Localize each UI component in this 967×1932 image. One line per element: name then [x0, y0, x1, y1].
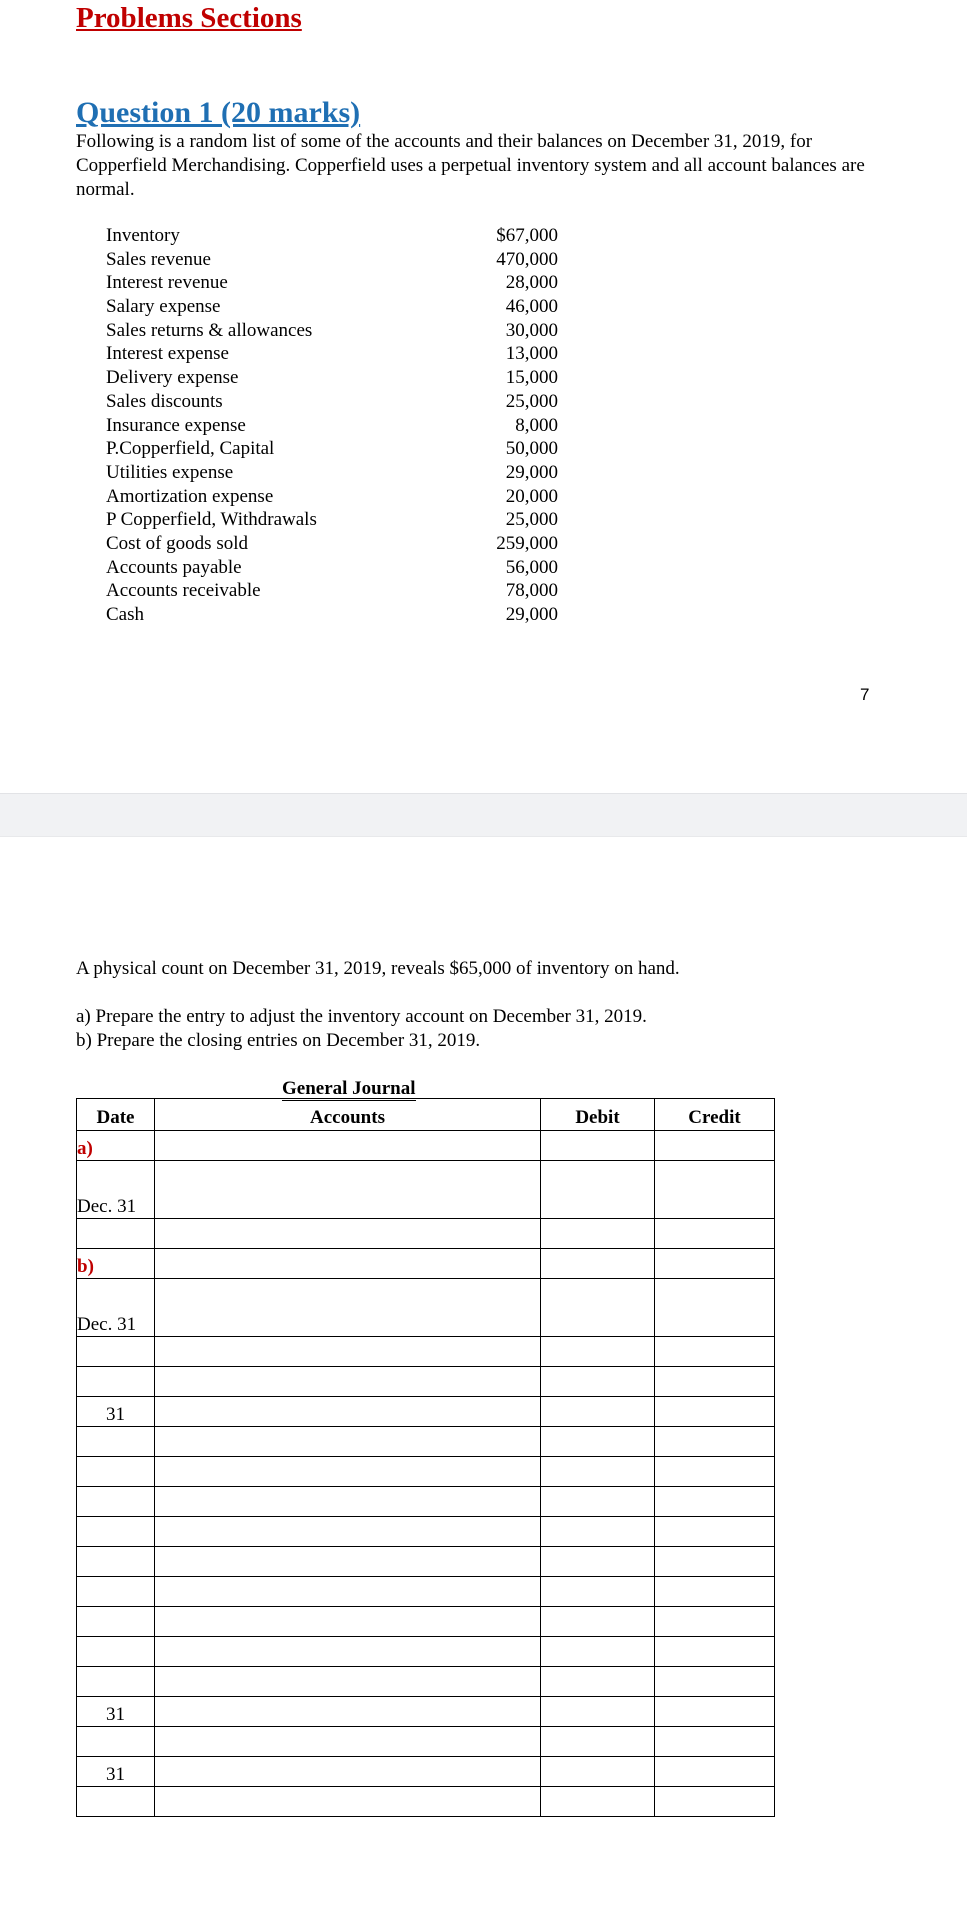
table-row: [77, 1487, 775, 1517]
account-name: Cash: [106, 604, 144, 625]
table-row: [77, 1367, 775, 1397]
debit-cell[interactable]: [541, 1697, 655, 1727]
page-number: 7: [860, 685, 870, 704]
date-cell[interactable]: [77, 1697, 155, 1727]
table-row: [77, 1161, 775, 1219]
accounts-cell[interactable]: [155, 1787, 541, 1817]
date-value: 31: [106, 1704, 125, 1725]
date-cell[interactable]: [77, 1249, 155, 1279]
credit-cell[interactable]: [655, 1367, 775, 1397]
date-cell[interactable]: [77, 1487, 155, 1517]
accounts-cell[interactable]: [155, 1727, 541, 1757]
date-cell[interactable]: [77, 1577, 155, 1607]
date-cell[interactable]: [77, 1279, 155, 1337]
debit-cell[interactable]: [541, 1577, 655, 1607]
credit-cell[interactable]: [655, 1727, 775, 1757]
accounts-cell[interactable]: [155, 1607, 541, 1637]
credit-cell[interactable]: [655, 1457, 775, 1487]
debit-cell[interactable]: [541, 1219, 655, 1249]
account-amount: 25,000: [505, 509, 558, 531]
table-row: [77, 1667, 775, 1697]
date-cell[interactable]: [77, 1427, 155, 1457]
credit-cell[interactable]: [655, 1667, 775, 1697]
account-name: Inventory: [106, 225, 180, 246]
date-cell[interactable]: [77, 1637, 155, 1667]
table-header-row: [77, 1099, 775, 1131]
header-debit: Debit: [541, 1099, 655, 1131]
debit-cell[interactable]: [541, 1161, 655, 1219]
general-journal-table: [76, 1098, 775, 1817]
account-name: Accounts payable: [106, 556, 242, 578]
credit-cell[interactable]: [655, 1787, 775, 1817]
table-row: [77, 1577, 775, 1607]
account-amount: 56,000: [505, 556, 558, 578]
table-row: [77, 1131, 775, 1161]
accounts-cell[interactable]: [155, 1367, 541, 1397]
credit-cell[interactable]: [655, 1697, 775, 1727]
table-row: [77, 1517, 775, 1547]
accounts-cell[interactable]: [155, 1397, 541, 1427]
accounts-cell[interactable]: [155, 1697, 541, 1727]
table-row: [77, 1637, 775, 1667]
account-amount: 13,000: [505, 343, 558, 365]
page-separator: [0, 793, 967, 837]
accounts-cell[interactable]: [155, 1487, 541, 1517]
account-name: Sales discounts: [106, 390, 223, 412]
account-name: Salary expense: [106, 296, 221, 318]
date-cell[interactable]: [77, 1161, 155, 1219]
table-row: [77, 1279, 775, 1337]
credit-cell[interactable]: [655, 1757, 775, 1787]
debit-cell[interactable]: [541, 1279, 655, 1337]
accounts-cell[interactable]: [155, 1219, 541, 1249]
account-amount: 259,000: [496, 532, 558, 554]
credit-cell[interactable]: [655, 1249, 775, 1279]
debit-cell[interactable]: [541, 1457, 655, 1487]
account-name: P.Copperfield, Capital: [106, 438, 275, 460]
account-name: Interest revenue: [106, 272, 228, 294]
account-amount: 30,000: [505, 319, 558, 341]
credit-cell[interactable]: [655, 1131, 775, 1161]
account-amount: 28,000: [505, 272, 558, 294]
instruction-b: b) Prepare the closing entries on December 31, 2019.: [76, 1030, 481, 1051]
table-row: [77, 1547, 775, 1577]
debit-cell[interactable]: [541, 1667, 655, 1697]
date-cell[interactable]: [77, 1787, 155, 1817]
debit-cell[interactable]: [541, 1727, 655, 1757]
table-row: [77, 1219, 775, 1249]
table-row: [77, 1727, 775, 1757]
table-row: [77, 1787, 775, 1817]
credit-cell[interactable]: [655, 1427, 775, 1457]
physical-count-text: A physical count on December 31, 2019, reveals $65,000 of inventory on hand.: [76, 958, 680, 979]
credit-cell[interactable]: [655, 1547, 775, 1577]
debit-cell[interactable]: [541, 1367, 655, 1397]
debit-cell[interactable]: [541, 1397, 655, 1427]
credit-cell[interactable]: [655, 1337, 775, 1367]
account-name: Sales returns & allowances: [106, 319, 313, 341]
credit-cell[interactable]: [655, 1279, 775, 1337]
credit-cell[interactable]: [655, 1637, 775, 1667]
accounts-cell[interactable]: [155, 1131, 541, 1161]
credit-cell[interactable]: [655, 1577, 775, 1607]
accounts-cell[interactable]: [155, 1757, 541, 1787]
credit-cell[interactable]: [655, 1397, 775, 1427]
accounts-cell[interactable]: [155, 1249, 541, 1279]
date-value: Dec. 31: [77, 1314, 137, 1335]
date-value: 31: [106, 1764, 125, 1785]
credit-cell[interactable]: [655, 1219, 775, 1249]
accounts-cell[interactable]: [155, 1547, 541, 1577]
date-cell[interactable]: [77, 1457, 155, 1487]
accounts-cell[interactable]: [155, 1279, 541, 1337]
account-amount: 29,000: [505, 604, 558, 625]
account-amount: $67,000: [496, 225, 558, 246]
accounts-cell[interactable]: [155, 1667, 541, 1697]
account-amount: 29,000: [505, 461, 558, 483]
account-name: Utilities expense: [106, 461, 234, 483]
date-cell[interactable]: [77, 1547, 155, 1577]
table-row: [77, 1397, 775, 1427]
date-cell[interactable]: [77, 1517, 155, 1547]
table-row: [77, 1607, 775, 1637]
table-row: [77, 1457, 775, 1487]
date-cell[interactable]: [77, 1337, 155, 1367]
debit-cell[interactable]: [541, 1487, 655, 1517]
part-b-marker: b): [77, 1256, 94, 1277]
account-amount: 8,000: [515, 414, 558, 436]
account-name: Insurance expense: [106, 414, 246, 436]
account-name: Interest expense: [106, 343, 229, 365]
header-accounts: Accounts: [155, 1099, 541, 1131]
debit-cell[interactable]: [541, 1547, 655, 1577]
date-cell[interactable]: [77, 1367, 155, 1397]
account-amount: 20,000: [505, 485, 558, 507]
date-cell[interactable]: [77, 1607, 155, 1637]
date-cell[interactable]: [77, 1757, 155, 1787]
account-name: P Copperfield, Withdrawals: [106, 509, 317, 531]
debit-cell[interactable]: [541, 1757, 655, 1787]
date-value: 31: [106, 1404, 125, 1425]
question-intro: Following is a random list of some of the accounts and their balances on December 31, 2019, for Copperfield Merchandising. Copperfield uses a perpetual inventory system and all account balances are normal.: [76, 131, 865, 200]
date-cell[interactable]: [77, 1397, 155, 1427]
debit-cell[interactable]: [541, 1637, 655, 1667]
table-row: [77, 1757, 775, 1787]
account-amount: 78,000: [505, 580, 558, 602]
account-amount: 470,000: [496, 248, 558, 270]
accounts-cell[interactable]: [155, 1637, 541, 1667]
page-title: Problems Sections: [76, 2, 302, 34]
account-amount: 15,000: [505, 367, 558, 389]
accounts-cell[interactable]: [155, 1517, 541, 1547]
header-date: Date: [77, 1099, 155, 1131]
debit-cell[interactable]: [541, 1607, 655, 1637]
table-row: [77, 1427, 775, 1457]
account-name: Sales revenue: [106, 248, 211, 270]
account-name: Accounts receivable: [106, 580, 261, 602]
account-amount: 46,000: [505, 296, 558, 318]
account-amount: 25,000: [505, 390, 558, 412]
date-cell[interactable]: [77, 1219, 155, 1249]
accounts-cell[interactable]: [155, 1161, 541, 1219]
account-name: Amortization expense: [106, 485, 274, 507]
credit-cell[interactable]: [655, 1487, 775, 1517]
account-name: Cost of goods sold: [106, 532, 248, 554]
account-name: Delivery expense: [106, 367, 239, 389]
credit-cell[interactable]: [655, 1607, 775, 1637]
date-cell[interactable]: [77, 1667, 155, 1697]
table-row: [77, 1697, 775, 1727]
debit-cell[interactable]: [541, 1131, 655, 1161]
instruction-a: a) Prepare the entry to adjust the inventory account on December 31, 2019.: [76, 1006, 647, 1027]
credit-cell[interactable]: [655, 1517, 775, 1547]
question-title: Question 1 (20 marks): [76, 96, 361, 129]
journal-title: General Journal: [282, 1078, 416, 1099]
part-a-marker: a): [77, 1138, 93, 1159]
debit-cell[interactable]: [541, 1249, 655, 1279]
debit-cell[interactable]: [541, 1517, 655, 1547]
debit-cell[interactable]: [541, 1427, 655, 1457]
accounts-cell[interactable]: [155, 1427, 541, 1457]
table-row: [77, 1337, 775, 1367]
debit-cell[interactable]: [541, 1337, 655, 1367]
credit-cell[interactable]: [655, 1161, 775, 1219]
date-cell[interactable]: [77, 1727, 155, 1757]
accounts-cell[interactable]: [155, 1337, 541, 1367]
table-row: [77, 1249, 775, 1279]
header-credit: Credit: [655, 1099, 775, 1131]
accounts-cell[interactable]: [155, 1577, 541, 1607]
account-amount: 50,000: [505, 438, 558, 460]
accounts-cell[interactable]: [155, 1457, 541, 1487]
debit-cell[interactable]: [541, 1787, 655, 1817]
date-cell[interactable]: [77, 1131, 155, 1161]
date-value: Dec. 31: [77, 1196, 137, 1217]
